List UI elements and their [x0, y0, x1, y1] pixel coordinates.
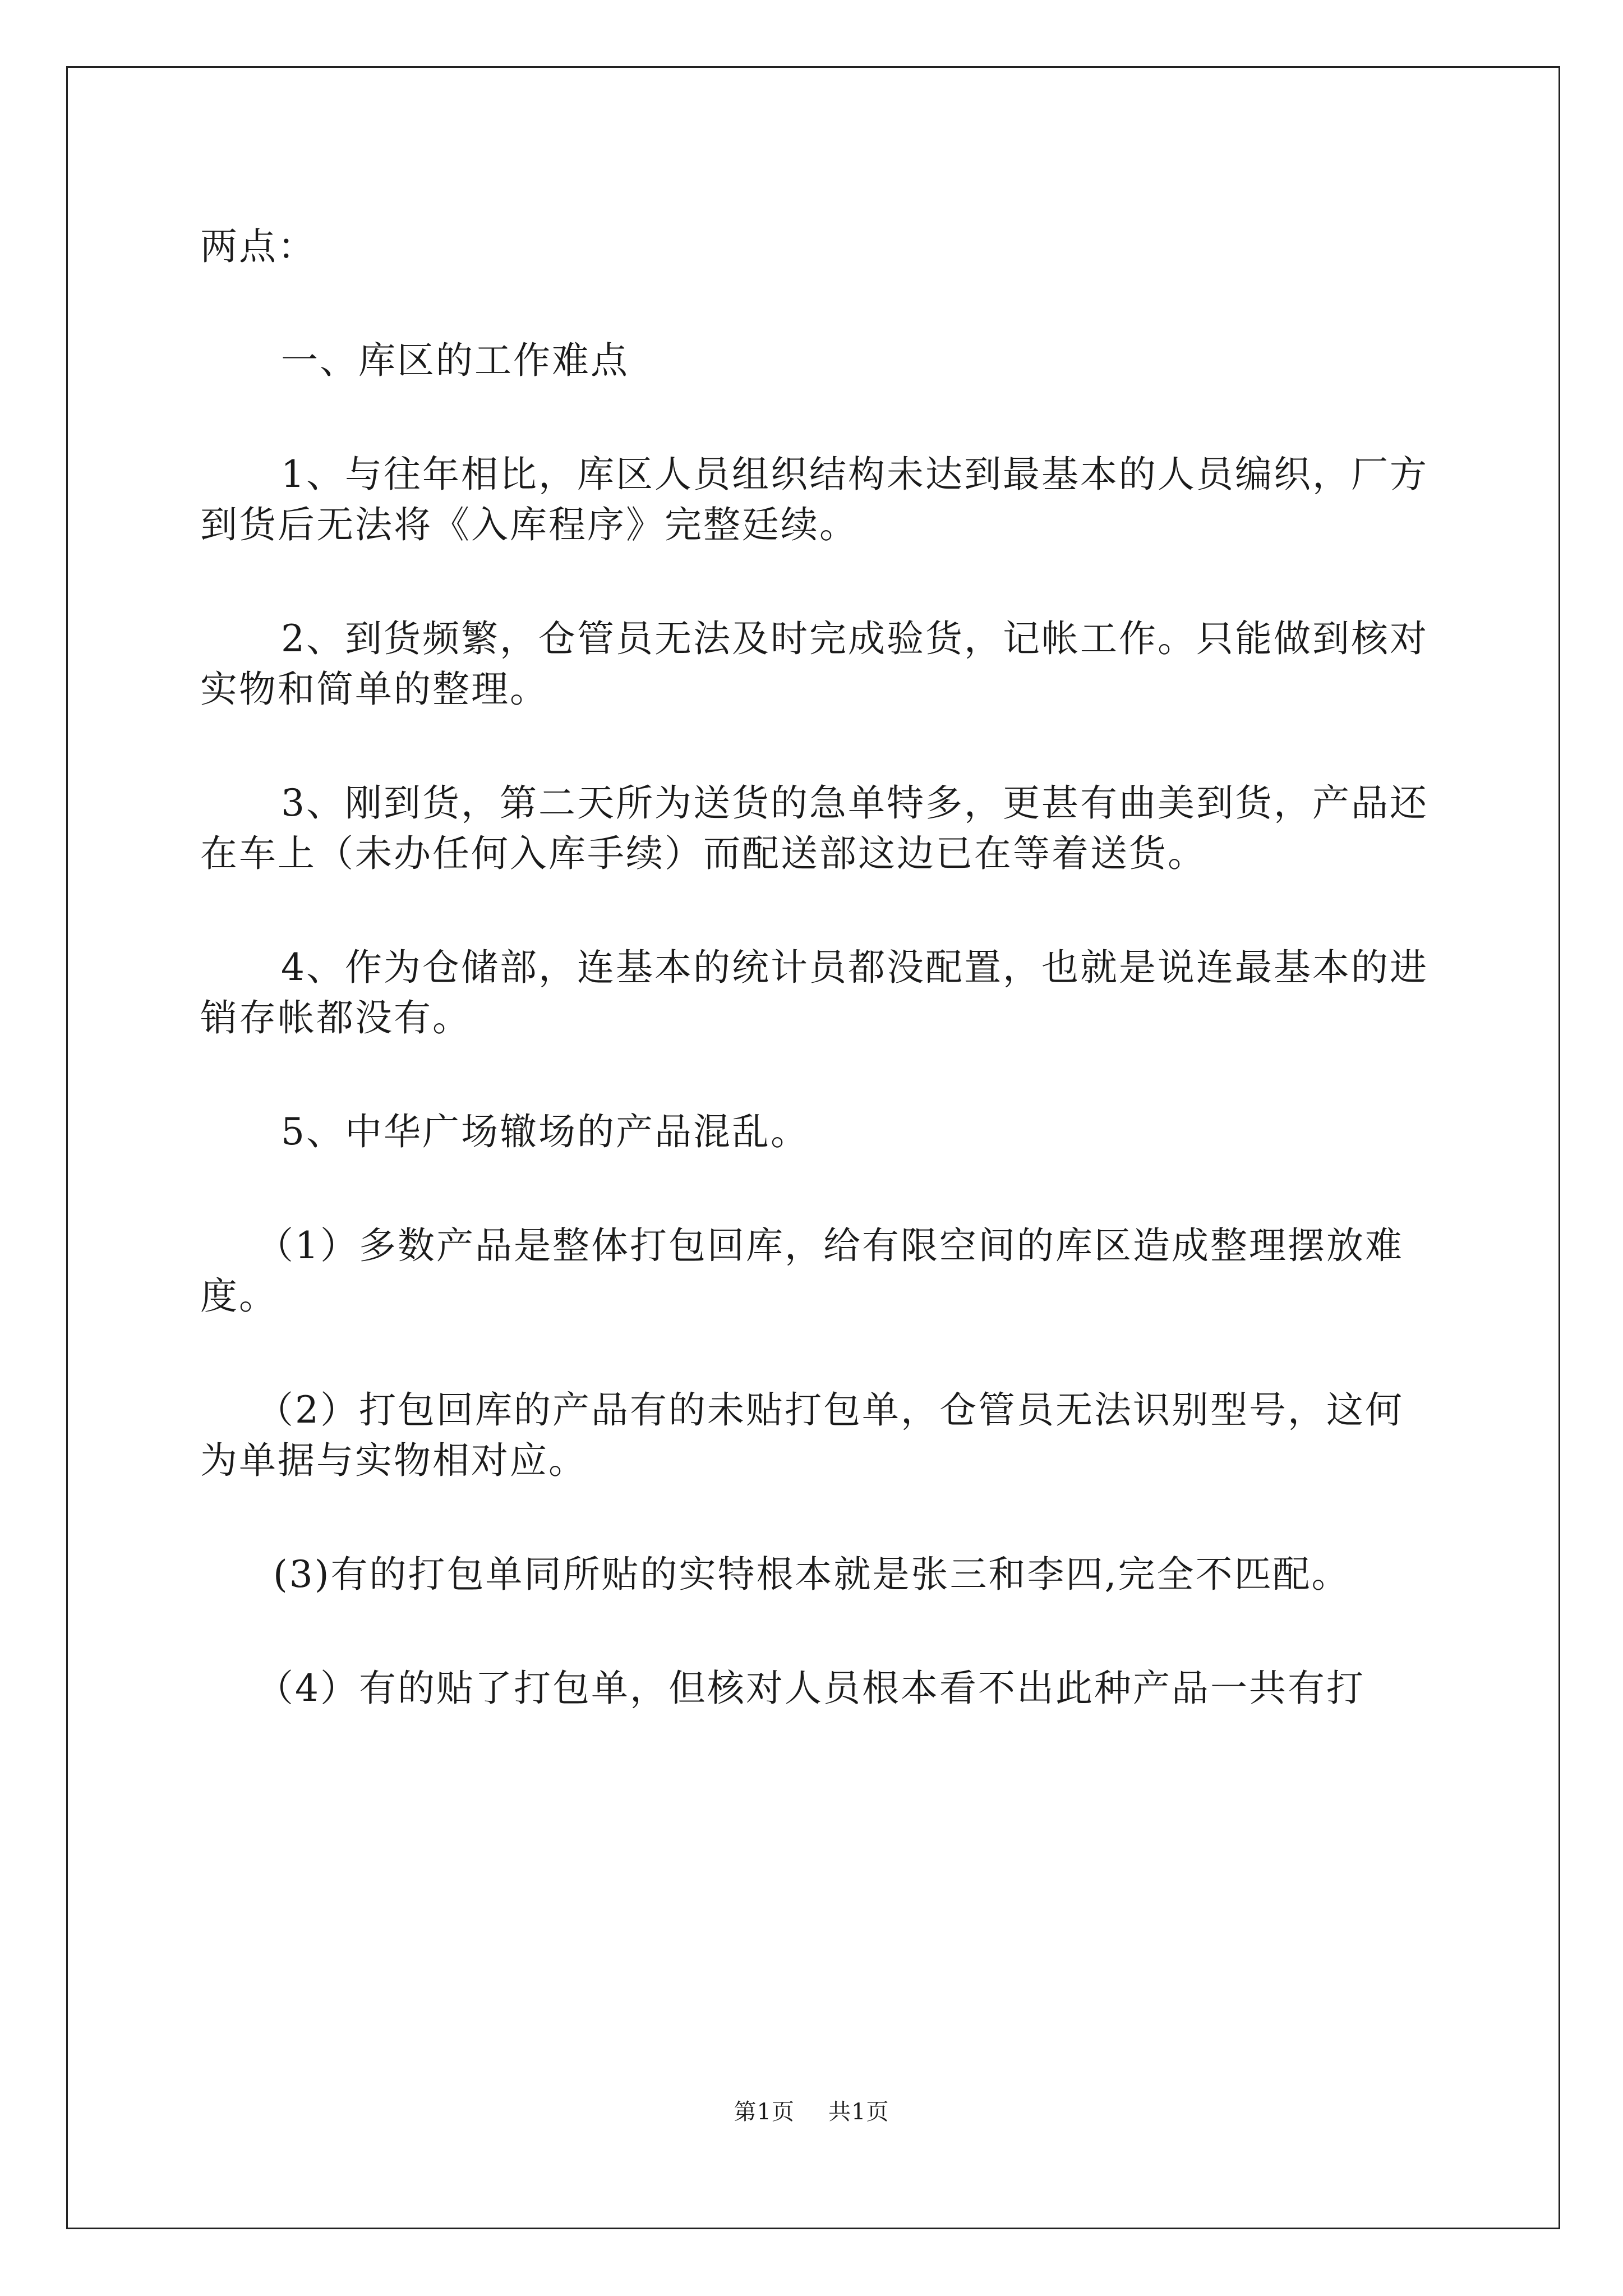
paragraph-subitem-1: （1）多数产品是整体打包回库，给有限空间的库区造成整理摆放难度。 — [200, 1224, 1404, 1318]
paragraph-subitem-2: （2）打包回库的产品有的未贴打包单，仓管员无法识别型号，这何为单据与实物相对应。 — [200, 1388, 1404, 1482]
paragraph-item-1: 1、与往年相比，库区人员组织结构未达到最基本的人员编织，厂方到货后无法将《入库程序》完整廷续。 — [200, 453, 1428, 546]
paragraph-subitem-3: (3)有的打包单同所贴的实特根本就是张三和李四,完全不匹配。 — [273, 1553, 1350, 1596]
paragraph-subitem-4: （4）有的贴了打包单，但核对人员根本看不出此种产品一共有打 — [256, 1667, 1365, 1710]
page-number: 第1页 — [734, 2099, 795, 2125]
paragraph-intro: 两点： — [200, 225, 316, 268]
paragraph-item-5: 5、中华广场辙场的产品混乱。 — [281, 1110, 809, 1153]
paragraph-item-3: 3、刚到货，第二天所为送货的急单特多，更甚有曲美到货，产品还在车上（未办任何入库手续）而配送部这边已在等着送货。 — [200, 781, 1428, 875]
paragraph-item-2: 2、到货频繁，仓管员无法及时完成验货，记帐工作。只能做到核对实物和简单的整理。 — [200, 617, 1428, 711]
page-total: 共1页 — [828, 2099, 889, 2125]
page-footer — [0, 2098, 1623, 2126]
paragraph-item-4: 4、作为仓储部，连基本的统计员都没配置，也就是说连最基本的进销存帐都没有。 — [200, 946, 1428, 1039]
document-body — [200, 222, 1434, 1714]
section-heading: 一、库区的工作难点 — [281, 339, 629, 382]
